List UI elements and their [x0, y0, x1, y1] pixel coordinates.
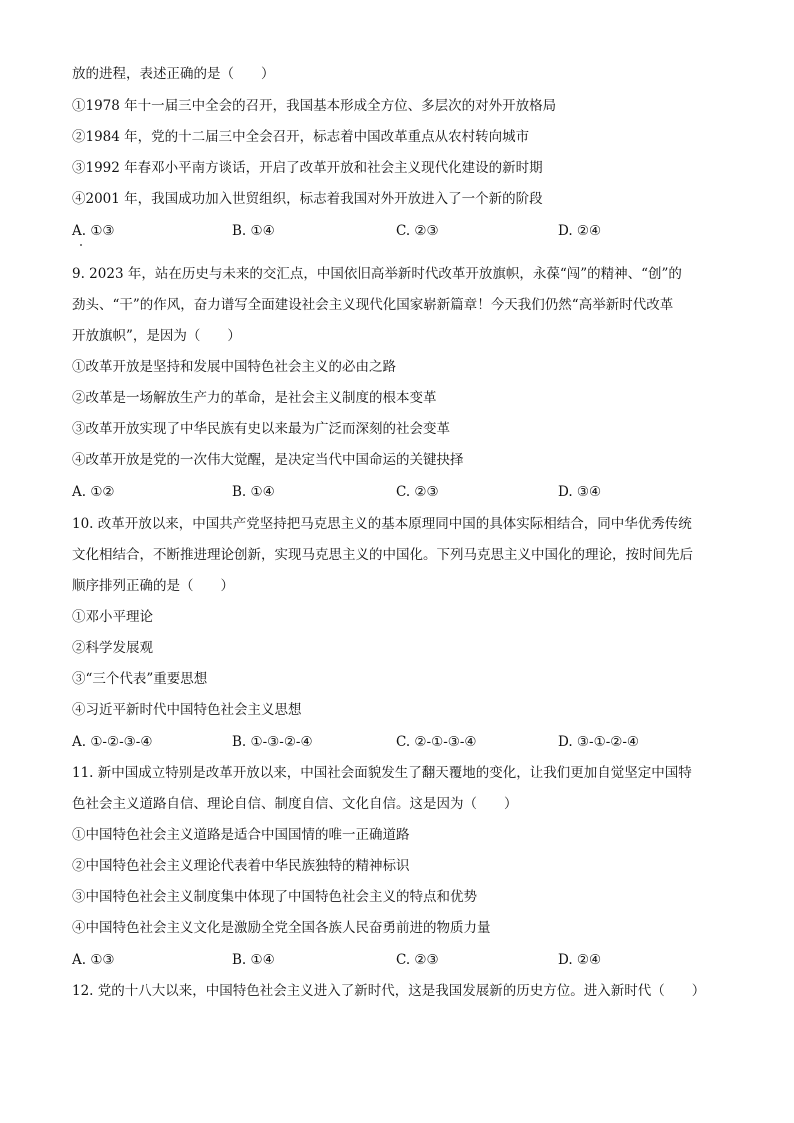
q11-stem-line-2: 色社会主义道路自信、理论自信、制度自信、文化自信。这是因为（ ）	[72, 796, 518, 812]
q11-item-1: ①中国特色社会主义道路是适合中国国情的唯一正确道路	[72, 827, 410, 843]
q11-item-2: ②中国特色社会主义理论代表着中华民族独特的精神标识	[72, 858, 410, 874]
q10-item-1: ①邓小平理论	[72, 609, 153, 625]
q11-stem-line-1: 11. 新中国成立特别是改革开放以来，中国社会面貌发生了翻天覆地的变化，让我们更加自觉坚定中国特	[72, 765, 692, 781]
q11-item-3: ③中国特色社会主义制度集中体现了中国特色社会主义的特点和优势	[72, 889, 477, 905]
q9-option-a[interactable]: A. ①②	[72, 484, 115, 500]
q11-option-a[interactable]: A. ①③	[72, 952, 115, 968]
q8-option-c[interactable]: C. ②③	[396, 223, 439, 239]
q9-stem-line-3: 开放旗帜”，是因为（ ）	[72, 328, 241, 344]
q10-item-3: ③“三个代表”重要思想	[72, 671, 208, 687]
q10-item-4: ④习近平新时代中国特色社会主义思想	[72, 702, 302, 718]
q11-options	[72, 950, 732, 970]
q10-stem-line-2: 文化相结合，不断推进理论创新，实现马克思主义的中国化。下列马克思主义中国化的理论，按时间先后	[72, 547, 693, 563]
q8-item-1: ①1978 年十一届三中全会的召开，我国基本形成全方位、多层次的对外开放格局	[72, 98, 557, 114]
q11-option-c[interactable]: C. ②③	[396, 952, 439, 968]
q11-item-4: ④中国特色社会主义文化是激励全党全国各族人民奋勇前进的物质力量	[72, 920, 491, 936]
q10-stem-line-3: 顺序排列正确的是（ ）	[72, 578, 234, 594]
q9-item-2: ②改革是一场解放生产力的革命，是社会主义制度的根本变革	[72, 390, 437, 406]
q10-option-c[interactable]: C. ②-①-③-④	[396, 734, 477, 750]
q8-options	[72, 221, 732, 241]
q8-option-b[interactable]: B. ①④	[232, 223, 275, 239]
q10-option-a[interactable]: A. ①-②-③-④	[72, 734, 153, 750]
q8-stem-tail: 放的进程，表述正确的是（ ）	[72, 66, 275, 82]
q8-option-d[interactable]: D. ②④	[558, 223, 602, 239]
q12-stem-line-1: 12. 党的十八大以来，中国特色社会主义进入了新时代，这是我国发展新的历史方位。进入新时代（ ）	[72, 983, 706, 999]
q8-option-a[interactable]: A. ①③	[72, 223, 115, 239]
q10-option-b[interactable]: B. ①-③-②-④	[232, 734, 313, 750]
q9-option-b[interactable]: B. ①④	[232, 484, 275, 500]
q11-option-b[interactable]: B. ①④	[232, 952, 275, 968]
q9-item-1: ①改革开放是坚持和发展中国特色社会主义的必由之路	[72, 359, 396, 375]
q9-option-d[interactable]: D. ③④	[558, 484, 602, 500]
q9-item-3: ③改革开放实现了中华民族有史以来最为广泛而深刻的社会变革	[72, 421, 450, 437]
q8-item-3: ③1992 年春邓小平南方谈话，开启了改革开放和社会主义现代化建设的新时期	[72, 160, 543, 176]
q9-item-4: ④改革开放是党的一次伟大觉醒，是决定当代中国命运的关键抉择	[72, 452, 464, 468]
q9-stem-line-2: 劲头、“干”的作风，奋力谱写全面建设社会主义现代化国家崭新篇章！今天我们仍然“高举新时代改革	[72, 297, 674, 313]
q10-option-d[interactable]: D. ③-①-②-④	[558, 734, 640, 750]
q10-item-2: ②科学发展观	[72, 640, 153, 656]
q10-stem-line-1: 10. 改革开放以来，中国共产党坚持把马克思主义的基本原理同中国的具体实际相结合，同中华优秀传统	[72, 516, 692, 532]
q8-item-2: ②1984 年，党的十二届三中全会召开，标志着中国改革重点从农村转向城市	[72, 129, 530, 145]
stray-dot	[80, 244, 82, 246]
q10-options	[72, 732, 732, 752]
q8-item-4: ④2001 年，我国成功加入世贸组织，标志着我国对外开放进入了一个新的阶段	[72, 191, 543, 207]
q9-stem-line-1: 9. 2023 年，站在历史与未来的交汇点，中国依旧高举新时代改革开放旗帜，永葆“闯”的精神、“创”的	[72, 266, 682, 282]
q11-option-d[interactable]: D. ②④	[558, 952, 602, 968]
q9-option-c[interactable]: C. ②③	[396, 484, 439, 500]
q9-options	[72, 482, 732, 502]
